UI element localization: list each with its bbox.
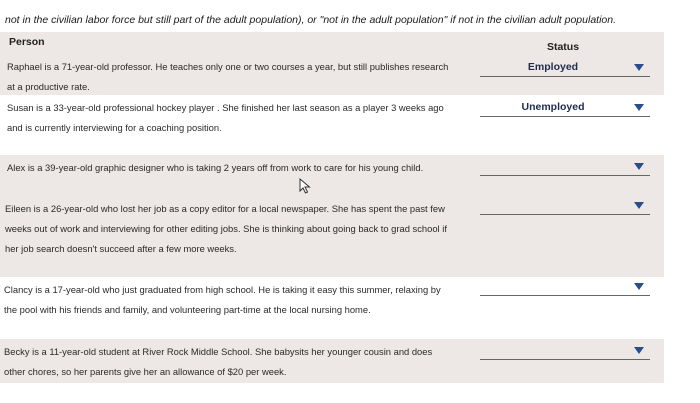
table-row-alex [0,155,664,196]
status-dropdown-clancy[interactable] [480,277,650,296]
status-column-header: Status [546,41,580,53]
person-description: Eileen is a 26-year-old who lost her job as a copy editor for a local newspaper. She has spent the past few weeks out of work and interviewing for other editing jobs. She is thinking about going back to grad school if her job search doesn't succeed after a few more weeks. [5,203,447,254]
table-row-eileen [0,196,664,277]
person-description: Raphael is a 71-year-old professor. He teaches only one or two courses a year, but still publishes research at a productive rate. [7,61,449,92]
classification-table [0,32,664,383]
table-header [0,32,664,54]
status-dropdown-becky[interactable] [480,341,650,360]
person-description: Susan is a 33-year-old professional hockey player . She finished her last season as a player 3 weeks ago and is currently interviewing for a coaching position. [7,102,444,133]
person-description: Alex is a 39-year-old graphic designer who is taking 2 years off from work to care for his young child. [7,162,424,173]
table-row-becky [0,339,664,383]
status-dropdown-alex[interactable] [480,157,650,176]
status-selected-value: Employed [527,61,579,73]
person-column-header: Person [9,36,45,48]
caret-down-icon [634,202,644,209]
status-dropdown-susan[interactable] [480,98,650,117]
person-description: Becky is a 11-year-old student at River Rock Middle School. She babysits her younger cousin and does other chores, so her parents give her an allowance of $20 per week. [4,346,433,377]
caret-down-icon [634,104,644,111]
table-row-susan [0,95,664,155]
status-dropdown-raphael[interactable] [480,58,650,77]
status-dropdown-eileen[interactable] [480,196,650,215]
table-row-raphael [0,54,664,95]
person-description: Clancy is a 17-year-old who just graduated from high school. He is taking it easy this summer, relaxing by the pool with his friends and family, and volunteering part-time at the local nursing home. [4,284,441,315]
caret-down-icon [634,64,644,71]
caret-down-icon [634,283,644,290]
mouse-pointer-icon [299,178,311,194]
caret-down-icon [634,163,644,170]
caret-down-icon [634,347,644,354]
status-selected-value: Unemployed [521,101,585,113]
table-row-clancy [0,277,664,339]
instructions-text: not in the civilian labor force but still part of the adult population), or "not in the adult population" if not in the civilian adult population. [5,14,617,26]
